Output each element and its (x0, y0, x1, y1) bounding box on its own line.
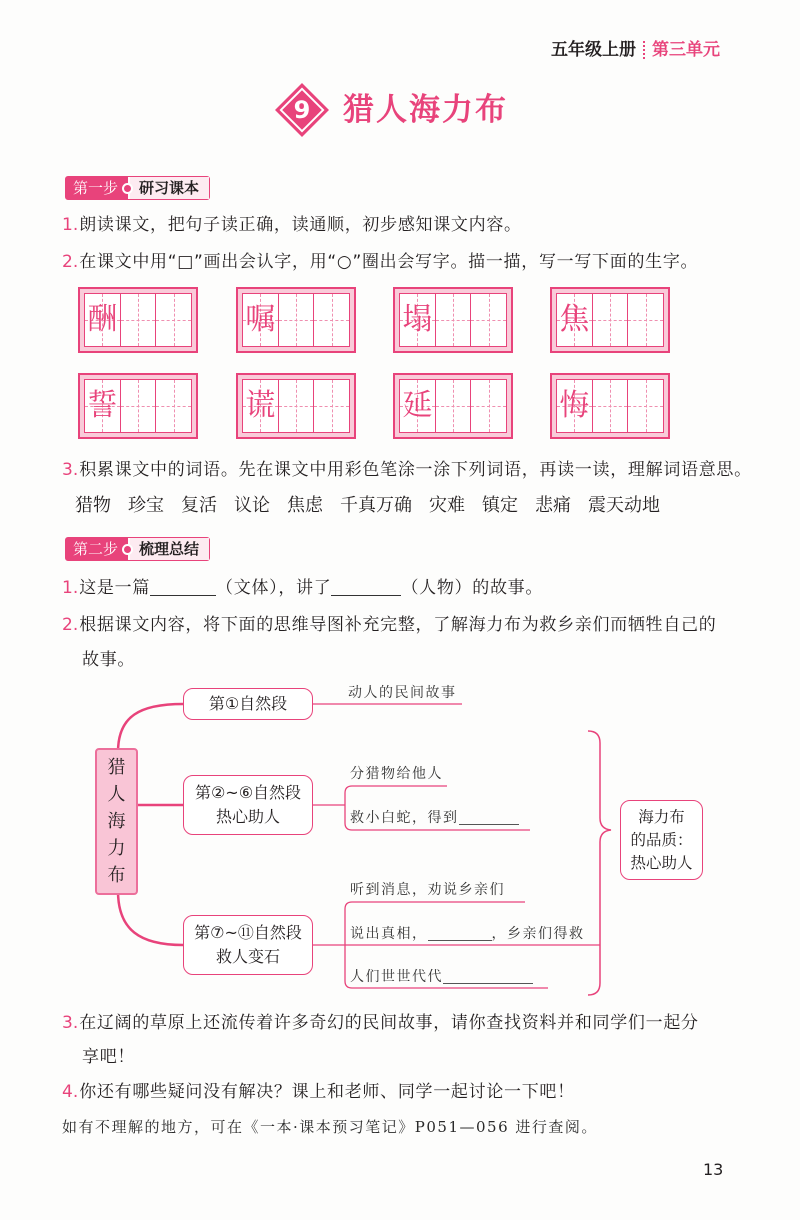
grade-label: 五年级上册 (551, 40, 636, 60)
node-summary: 救人变石 (215, 947, 280, 966)
detail-text: 救小白蛇，得到 (350, 810, 459, 826)
trace-character: 谎 (245, 388, 276, 423)
vocab-word: 珍宝 (128, 495, 164, 516)
node3-detail-3 (350, 968, 533, 986)
node3-detail-1: 听到消息，劝说乡亲们 (350, 882, 505, 898)
item-number: 1. (62, 215, 79, 235)
item-text: 积累课文中的词语。先在课文中用彩色笔涂一涂下列词语，再读一读，理解词语意思。 (79, 460, 752, 480)
trace-character: 嘱 (245, 302, 276, 337)
item-number: 2. (62, 252, 79, 272)
node2-detail-2 (350, 809, 519, 827)
answer-blank (428, 927, 492, 941)
mindmap-conclusion (620, 800, 703, 880)
node2-detail-1: 分猎物给他人 (350, 766, 443, 782)
lesson-title: 猎人海力布 (343, 92, 508, 128)
step-dot-icon (122, 183, 133, 194)
step2-name: 梳理总结 (130, 538, 209, 560)
item-text: 根据课文内容，将下面的思维导图补充完整，了解海力布为救乡亲们而牺牲自己的 (79, 615, 717, 635)
vocab-word: 千真万确 (340, 495, 412, 516)
step1-name: 研习课本 (130, 177, 209, 199)
item-number: 3. (62, 460, 79, 480)
item-number: 3. (62, 1013, 79, 1033)
vocab-word: 震天动地 (588, 495, 660, 516)
answer-blank (459, 811, 519, 825)
mindmap-node-1: 第①自然段 (183, 688, 313, 720)
reference-note: 如有不理解的地方，可在《一本·课本预习笔记》P051—056 进行查阅。 (62, 1118, 598, 1136)
detail-text: 人们世世代代 (350, 969, 443, 985)
vocab-word: 议论 (234, 495, 270, 516)
step2-item-2-continued: 故事。 (82, 650, 136, 670)
node-summary: 热心助人 (215, 807, 280, 826)
item-text: （人物）的故事。 (401, 578, 544, 598)
mindmap-center-label: 猎人海力布 (107, 757, 126, 886)
item-text: 在课文中用“□”画出会认字，用“○”圈出会写字。描一描，写一写下面的生字。 (79, 252, 699, 272)
trace-character: 誓 (87, 388, 118, 423)
node-section: 第⑦~⑪自然段 (194, 923, 302, 942)
item-text: 朗读课文，把句子读正确，读通顺，初步感知课文内容。 (79, 215, 522, 235)
vocab-word: 猎物 (75, 495, 111, 516)
vocab-word: 灾难 (429, 495, 465, 516)
branch-line-top (118, 704, 183, 752)
item-number: 2. (62, 615, 79, 635)
trace-character: 焦 (559, 302, 590, 337)
step2-tag-label: 第二步 (66, 538, 128, 560)
lesson-number: 9 (293, 96, 311, 124)
item-number: 1. (62, 578, 79, 598)
conclusion-line: 海力布 (638, 808, 685, 826)
conclusion-line: 的品质： (630, 831, 693, 849)
detail-text: ，乡亲们得救 (491, 926, 585, 942)
trace-character: 塌 (402, 302, 433, 337)
vocab-word: 复活 (181, 495, 217, 516)
mindmap-center (95, 748, 138, 895)
answer-blank (443, 970, 533, 984)
vocab-word: 镇定 (482, 495, 518, 516)
trace-character: 悔 (559, 388, 590, 423)
trace-character: 延 (402, 388, 433, 423)
mindmap-node-3 (183, 915, 313, 975)
item-text: 在辽阔的草原上还流传着许多奇幻的民间故事，请你查找资料并和同学们一起分 (79, 1013, 699, 1033)
summary-brace (588, 731, 611, 995)
item-number: 4. (62, 1082, 79, 1102)
step-dot-icon (122, 544, 133, 555)
step2-item-4 (62, 1080, 575, 1104)
step2-item-3 (62, 1011, 699, 1035)
mindmap-node-2 (183, 775, 313, 835)
trace-character: 酬 (87, 302, 118, 337)
node1-detail: 动人的民间故事 (348, 685, 457, 701)
detail-text: 说出真相， (350, 926, 428, 942)
page-number: 13 (703, 1160, 724, 1179)
unit-label: 第三单元 (652, 40, 720, 60)
conclusion-line: 热心助人 (630, 854, 693, 872)
branch-line-bottom (118, 891, 183, 945)
item-text: 你还有哪些疑问没有解决？课上和老师、同学一起讨论一下吧！ (79, 1082, 575, 1102)
vocab-word: 焦虑 (287, 495, 323, 516)
step1-tag-label: 第一步 (66, 177, 128, 199)
node-section: 第②~⑥自然段 (194, 783, 302, 802)
item-text: 这是一篇 (79, 578, 151, 598)
item-text: （文体），讲了 (216, 578, 332, 598)
step2-item-3-continued: 享吧！ (82, 1047, 136, 1067)
vocab-word: 悲痛 (535, 495, 571, 516)
node3-detail-2 (350, 925, 585, 943)
